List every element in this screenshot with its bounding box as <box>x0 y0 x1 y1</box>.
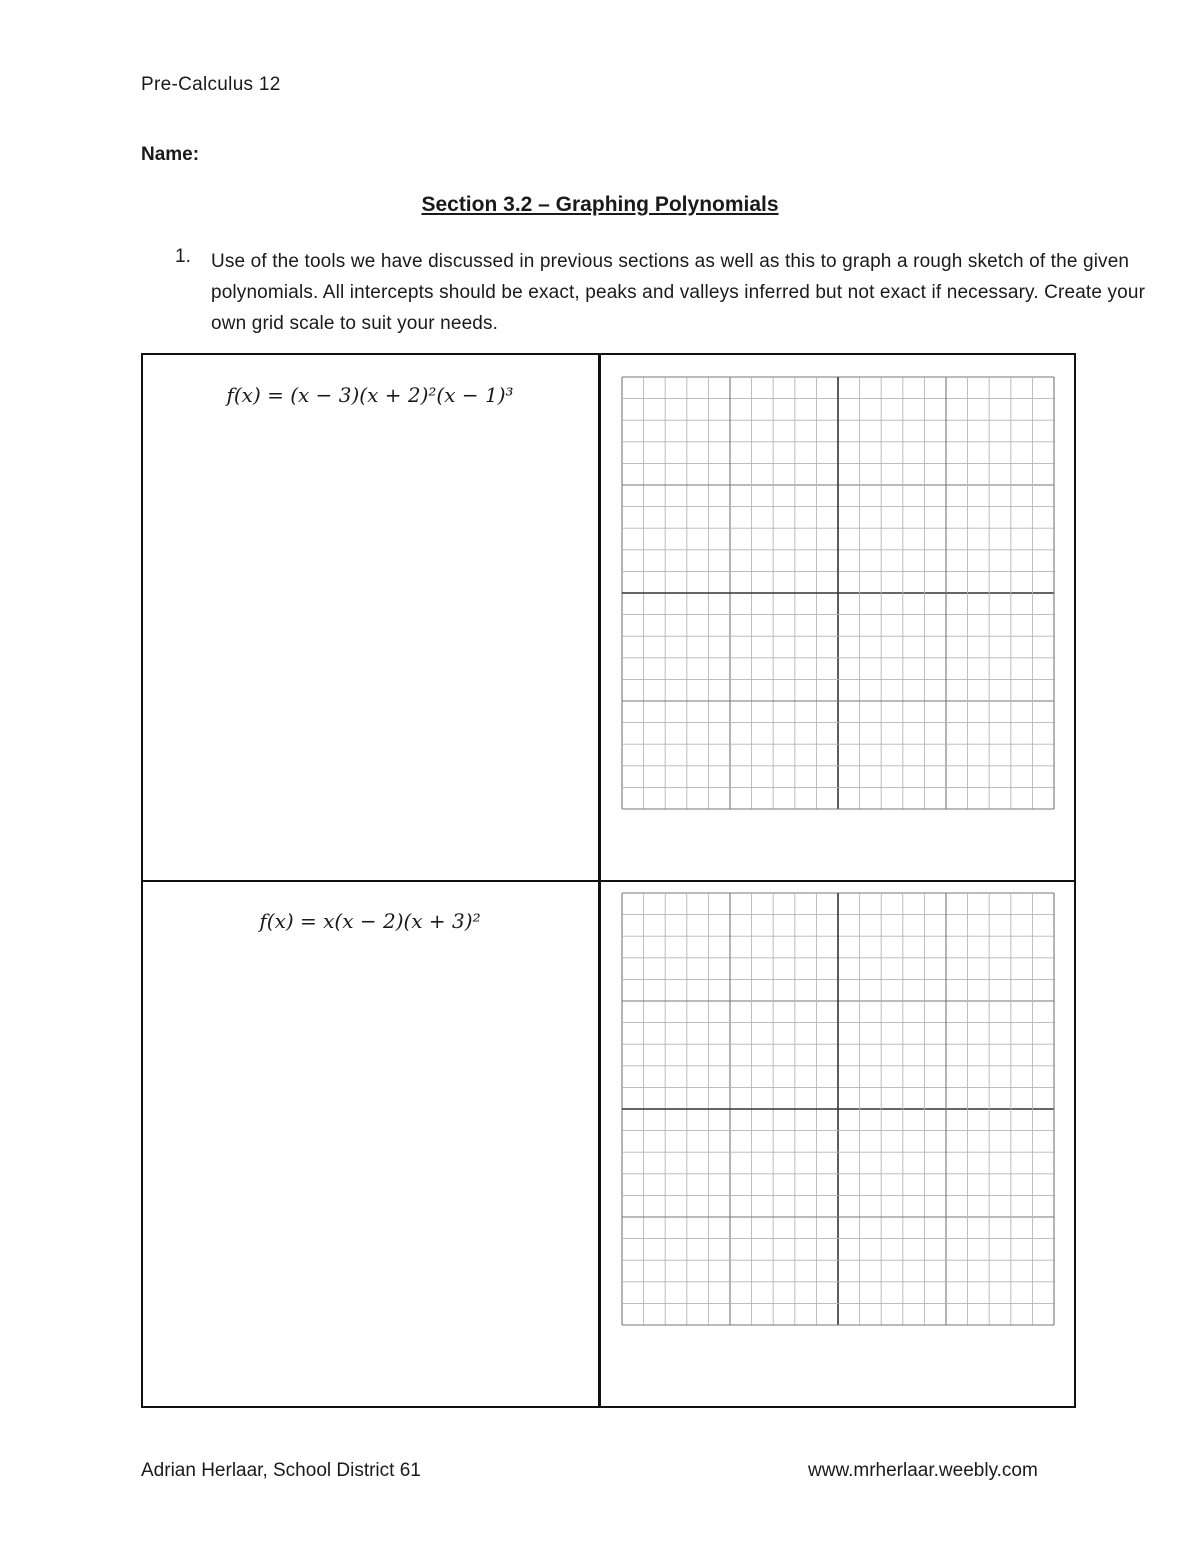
name-label: Name: <box>141 144 200 165</box>
graph-grid-1[interactable] <box>621 376 1055 810</box>
page-title: Section 3.2 – Graphing Polynomials <box>421 193 779 216</box>
table-row-divider <box>141 880 1076 882</box>
course-header: Pre-Calculus 12 <box>141 74 281 95</box>
footer-website[interactable]: www.mrherlaar.weebly.com <box>808 1460 1038 1481</box>
graph-grid-2[interactable] <box>621 892 1055 1326</box>
equation-1: f(x) = (x − 3)(x + 2)²(x − 1)³ <box>226 383 514 407</box>
equation-2: f(x) = x(x − 2)(x + 3)² <box>259 909 481 933</box>
question-text: Use of the tools we have discussed in previous sections as well as this to graph a rough sketch of the given polynomials. All intercepts should be exact, peaks and valleys inferred but not exact if necessary. Create your own grid scale to suit your needs. <box>211 251 1146 334</box>
footer-author: Adrian Herlaar, School District 61 <box>141 1460 421 1481</box>
question-number: 1. <box>175 246 191 267</box>
